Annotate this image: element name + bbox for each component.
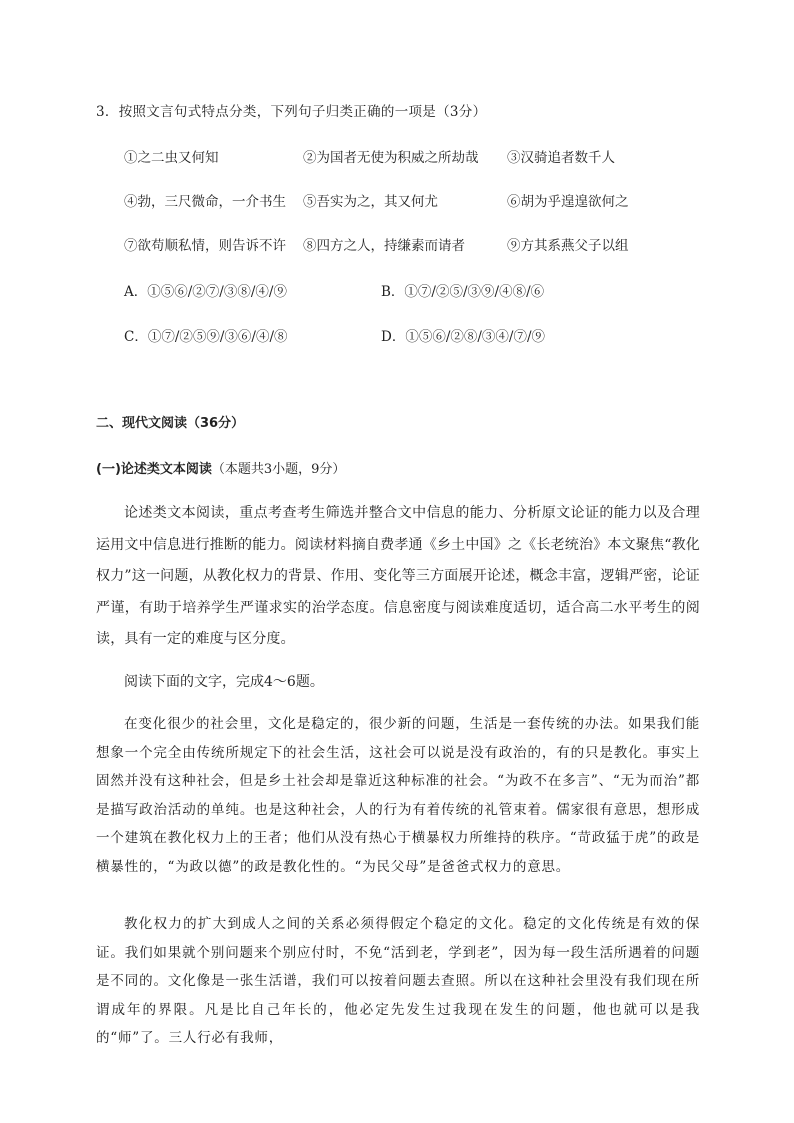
question-3-title: 3．按照文言句式特点分类，下列句子归类正确的一项是（3分） bbox=[96, 104, 487, 120]
sub-heading-bold: (一)论述类文本阅读 bbox=[96, 462, 212, 477]
sentence-6: ⑥胡为乎遑遑欲何之 bbox=[507, 194, 629, 210]
intro-paragraph: 论述类文本阅读，重点考查考生筛选并整合文中信息的能力、分析原文论证的能力以及合理运用文中信息进行推断的能力。阅读材料摘自费孝通《乡土中国》之《长老统治》本文聚焦“教化权力”这一问题，从教化权力的背景、作用、变化等三方面展开论述，概念丰富，逻辑严密，论证严谨，有助于培养学生严谨求实的治学态度。信息密度与阅读难度适切，适合高二水平考生的阅读，具有一定的难度与区分度。 bbox=[96, 505, 700, 647]
choice-c: C．①⑦/②⑤⑨/③⑥/④/⑧ bbox=[124, 329, 288, 345]
passage-paragraph-2: 教化权力的扩大到成人之间的关系必须得假定个稳定的文化。稳定的文化传统是有效的保证。我们如果就个别问题来个别应付时，不免“活到老，学到老”，因为每一段生活所遇着的问题是不同的。文化像是一张生活谱，我们可以按着问题去查照。所以在这种社会里没有我们现在所谓成年的界限。凡是比自己年长的，他必定先发生过我现在发生的问题，他也就可以是我的“师”了。三人行必有我师， bbox=[96, 916, 700, 1047]
sentence-3: ③汉骑追者数千人 bbox=[507, 150, 615, 166]
sub-heading-note: （本题共3小题，9分） bbox=[211, 462, 346, 477]
passage-paragraph-1: 在变化很少的社会里，文化是稳定的，很少新的问题，生活是一套传统的办法。如果我们能想象一个完全由传统所规定下的社会生活，这社会可以说是没有政治的，有的只是教化。事实上固然并没有这种社会，但是乡土社会却是靠近这种标准的社会。“为政不在多言”、“无为而治”都是描写政治活动的单纯。也是这种社会，人的行为有着传统的礼管束着。儒家很有意思，想形成一个建筑在教化权力上的王者；他们从没有热心于横暴权力所维持的秩序。“苛政猛于虎”的政是横暴性的，“为政以德”的政是教化性的。“为民父母”是爸爸式权力的意思。 bbox=[96, 716, 700, 875]
sentence-5: ⑤吾实为之，其又何尤 bbox=[303, 194, 438, 210]
choice-b: B．①⑦/②⑤/③⑨/④⑧/⑥ bbox=[381, 284, 545, 300]
choice-a: A．①⑤⑥/②⑦/③⑧/④/⑨ bbox=[124, 284, 287, 300]
sentence-1: ①之二虫又何知 bbox=[124, 150, 219, 166]
sentence-4: ④勃，三尺微命，一介书生 bbox=[124, 194, 286, 210]
sub-heading bbox=[96, 458, 345, 477]
sentence-2: ②为国者无使为积威之所劫哉 bbox=[303, 150, 479, 166]
sentence-7: ⑦欲苟顺私情，则告诉不许 bbox=[124, 238, 286, 254]
sentence-9: ⑨方其系燕父子以组 bbox=[507, 238, 629, 254]
reading-instruction: 阅读下面的文字，完成4～6题。 bbox=[124, 674, 324, 690]
section-heading: 二、现代文阅读（36分） bbox=[96, 416, 245, 431]
sentence-8: ⑧四方之人，持缣素而请者 bbox=[303, 238, 465, 254]
choice-d: D．①⑤⑥/②⑧/③④/⑦/⑨ bbox=[381, 329, 546, 345]
